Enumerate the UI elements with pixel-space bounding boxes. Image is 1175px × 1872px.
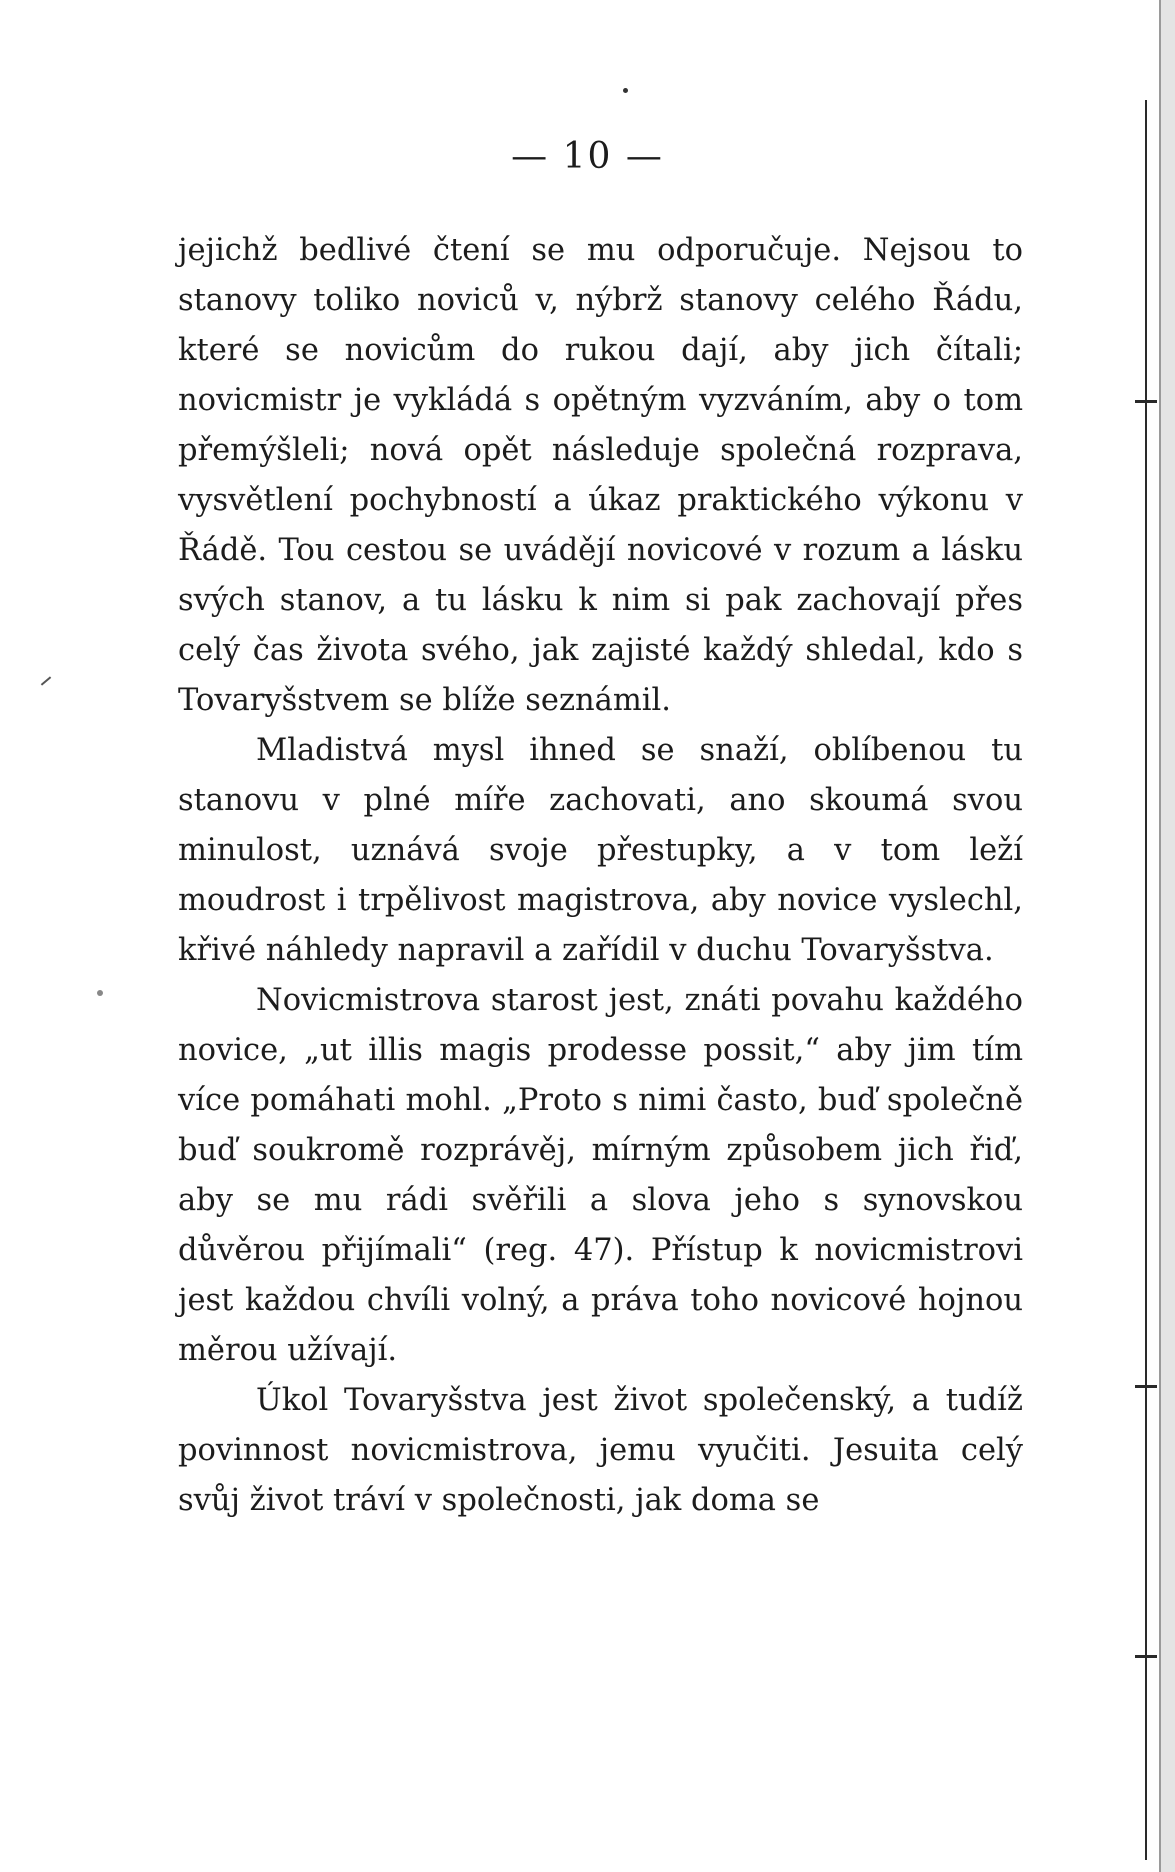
paragraph-2: Mladistvá mysl ihned se snaží, oblíbenou tu stanovu v plné míře zachovati, ano skoumá svou minulost, uznává svoje přestupky, a v tom leží moudrost i trpělivost magistrova, aby novice vyslechl, křivé náhledy napravil a zařídil v duchu Tovaryšstva. — [178, 733, 1023, 968]
text-column — [178, 226, 1023, 1526]
paragraph-1: jejichž bedlivé čtení se mu odporučuje. Nejsou to stanovy toliko noviců v, nýbrž stanovy celého Řádu, které se novicům do rukou dají, aby jich čítali; novicmistr je vykládá s opětným vyzváním, aby o tom přemýšleli; nová opět následuje společná rozprava, vysvětlení pochybností a úkaz praktického výkonu v Řádě. Tou cestou se uvádějí novicové v rozum a lásku svých stanov, a tu lásku k nim si pak zachovají přes celý čas života svého, jak zajisté každý shledal, kdo s Tovaryšstvem se blíže seznámil. — [178, 233, 1023, 718]
binding-tick — [1135, 400, 1157, 403]
paragraph-4: Úkol Tovaryšstva jest život společenský, a tudíž povinnost novicmistrova, jemu vyučiti. Jesuita celý svůj život tráví v společnosti, jak doma se — [178, 1383, 1023, 1518]
paragraph-3: Novicmistrova starost jest, znáti povahu každého novice, „ut illis magis prodesse possit,“ aby jim tím více pomáhati mohl. „Proto s nimi často, buď společně buď soukromě rozprávěj, mírným způsobem jich řiď, aby se mu rádi svěřili a slova jeho s synovskou důvěrou přijímali“ (reg. 47). Přístup k novicmistrovi jest každou chvíli volný, a práva toho novicové hojnou měrou užívají. — [178, 983, 1023, 1368]
stray-mark — [623, 88, 628, 93]
binding-tick — [1135, 1385, 1157, 1388]
binding-line — [1145, 100, 1147, 1860]
page-number: — 10 — — [511, 136, 664, 177]
page-edge — [1159, 0, 1175, 1872]
binding-tick — [1135, 1655, 1157, 1658]
stray-mark — [41, 676, 51, 685]
stray-mark — [97, 990, 103, 996]
